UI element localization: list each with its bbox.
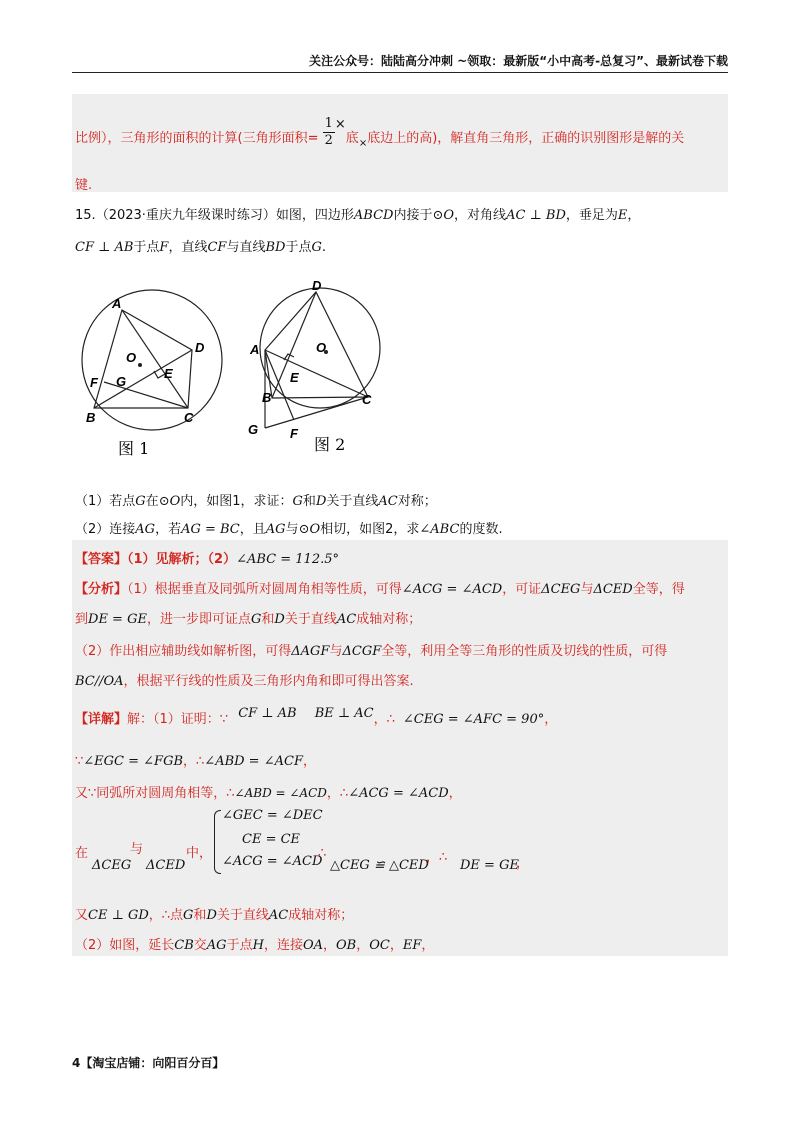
fig2-label-a: A (250, 342, 260, 357)
header-rule (72, 72, 728, 73)
fig2-label-d: D (312, 278, 322, 293)
system-eq-3: ∠ACG = ∠ACD (222, 854, 323, 869)
analysis-line-4: BC//OA，根据平行线的性质及三角形内角和即可得出答案. (75, 674, 414, 689)
detail-line-1: 【详解】解：（1）证明：∵ CF ⊥ AB BE ⊥ AC，∴ ∠CEG = ∠AFC = 90°， (75, 706, 558, 727)
fig1-label-o: O (126, 350, 137, 365)
fig2-label-b: B (262, 390, 272, 405)
fig2-line-gc (265, 397, 368, 428)
page-header: 关注公众号：陆陆高分冲刺 ~领取：最新版“小中高考-总复习”、最新试卷下载 (309, 54, 728, 68)
page-footer (72, 1054, 224, 1071)
geometry-figures (70, 270, 400, 470)
analysis-line-1: 【分析】（1）根据垂直及同弧所对圆周角相等性质，可得∠ACG = ∠ACD，可证ΔCEG与ΔCED全等，得 (75, 582, 685, 597)
detail-line-5: 又CE ⊥ GD，∴点G和D关于直线AC成轴对称； (75, 908, 354, 923)
fig2-label-o: O (316, 340, 327, 355)
fig2-label-g: G (248, 422, 259, 437)
solution-block (72, 540, 728, 956)
detail-line-4-and: 与 (130, 842, 144, 857)
fig2-label-e: E (290, 370, 299, 385)
triangle-ceg: ΔCEG (92, 858, 132, 873)
fig1-center-point (138, 363, 142, 367)
analysis-line-3: （2）作出相应辅助线如解析图，可得ΔAGF与ΔCGF全等，利用全等三角形的性质及切线的性质，可得 (75, 644, 668, 659)
detail-line-4-prefix: 在 (75, 846, 89, 861)
question-1: （1）若点G在⊙O内，如图1，求证：G和D关于直线AC对称； (75, 494, 437, 509)
fig1-circle (82, 290, 222, 430)
question-2: （2）连接AG，若AG = BC，且AG与⊙O相切，如图2，求∠ABC的度数. (75, 522, 503, 537)
previous-solution-line-1: 比例），三角形的面积的计算(三角形面积= $\frac{1}{2}$ ×底$_\times$底边上的高)，解直角三角形，正确的识别图形是解的关 (75, 116, 685, 149)
system-eq-1: ∠GEC = ∠DEC (222, 808, 323, 823)
fig1-label-a: A (112, 296, 122, 311)
detail-line-4-therefore: ∴ (318, 846, 327, 861)
fig1-label-g: G (116, 374, 127, 389)
figure-1 (82, 290, 222, 430)
footer-store: 【淘宝店铺：向阳百分百】 (80, 1056, 225, 1070)
figure-2 (260, 288, 380, 428)
problem-statement-line-1: 15.（2023·重庆九年级课时练习）如图，四边形ABCD内接于⊙O，对角线AC ⊥ BD，垂足为E， (75, 208, 641, 223)
system-brace (214, 810, 221, 874)
fig2-caption: 图 2 (314, 435, 346, 454)
detail-line-4-in: 中， (186, 846, 213, 861)
detail-line-4-therefore-2: ，∴ (426, 850, 448, 865)
fig2-line-ab-extended (265, 350, 294, 420)
fig2-label-c: C (362, 392, 372, 407)
congruence: △CEG ≌ △CED (330, 858, 429, 873)
system-eq-2: CE = CE (242, 832, 301, 847)
triangle-ced: ΔCED (146, 858, 186, 873)
detail-line-3: 又∵同弧所对圆周角相等，∴∠ABD = ∠ACD，∴∠ACG = ∠ACD， (75, 786, 462, 801)
fig1-label-f: F (90, 375, 98, 390)
fig2-diagonal-ac (265, 350, 368, 397)
page-number: 4 (72, 1056, 81, 1070)
fig1-caption: 图 1 (118, 439, 150, 458)
fig1-label-b: B (86, 410, 96, 425)
fig2-label-f: F (290, 426, 298, 441)
previous-solution-line-2: 键. (75, 178, 93, 193)
fraction: $\frac{1}{2}$ (324, 116, 333, 148)
fig1-label-c: C (184, 410, 194, 425)
problem-statement-line-2: CF ⊥ AB于点F，直线CF与直线BD于点G. (75, 240, 326, 255)
detail-line-6: （2）如图，延长CB交AG于点H，连接OA，OB，OC，EF， (75, 938, 435, 953)
detail-line-4-comma: ， (516, 856, 530, 871)
analysis-line-2: 到DE = GE，进一步即可证点G和D关于直线AC成轴对称； (75, 612, 422, 627)
de-equals-ge: DE = GE (460, 858, 519, 873)
fig1-label-d: D (195, 340, 205, 355)
fig1-label-e: E (164, 366, 173, 381)
answer-line: 【答案】（1）见解析；（2）∠ABC = 112.5° (75, 552, 340, 567)
detail-line-2: ∵∠EGC = ∠FGB，∴∠ABD = ∠ACF， (75, 754, 316, 769)
